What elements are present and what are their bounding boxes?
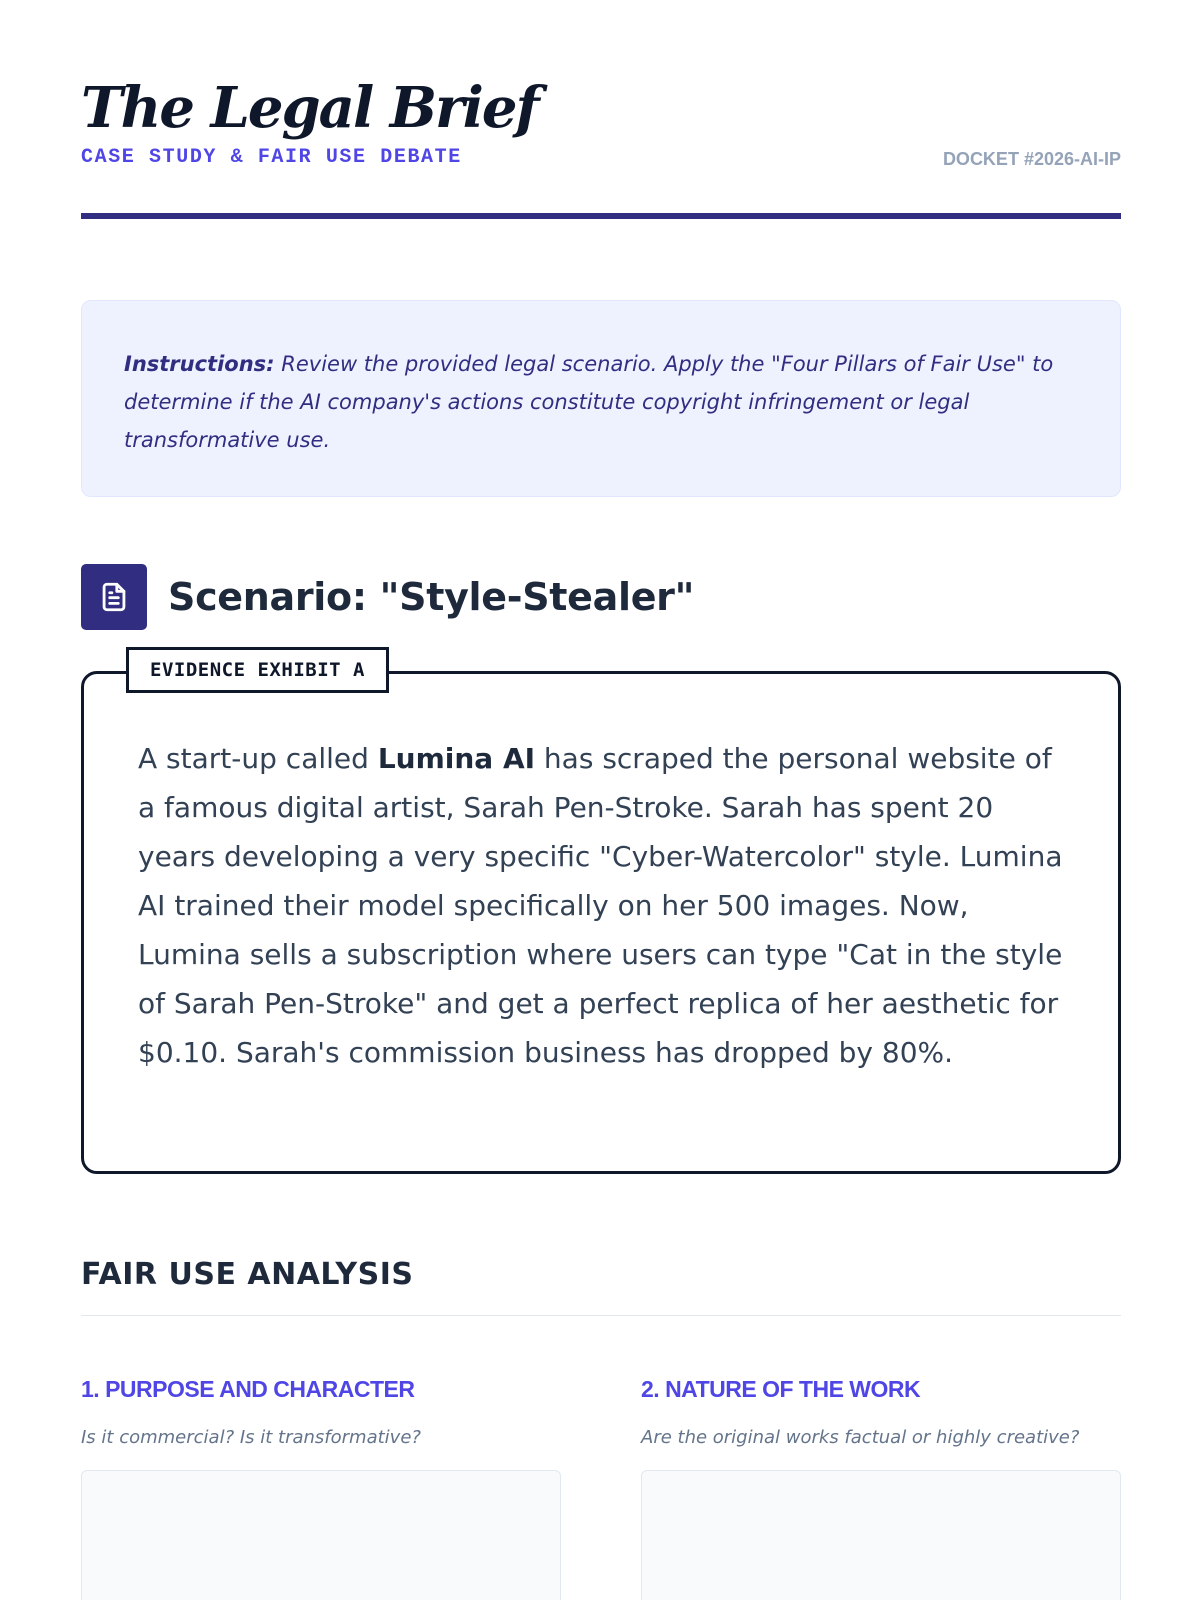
pillar-nature xyxy=(641,1378,1121,1600)
scenario-title: Scenario: "Style-Stealer" xyxy=(168,575,695,619)
evidence-tag: EVIDENCE EXHIBIT A xyxy=(126,647,389,693)
company-name: Lumina AI xyxy=(377,742,536,775)
masthead xyxy=(81,0,1121,222)
scenario-text xyxy=(138,734,1066,1077)
analysis-heading: FAIR USE ANALYSIS xyxy=(81,1257,414,1292)
brief-title: The Legal Brief xyxy=(81,75,538,141)
instructions-label: Instructions: xyxy=(124,352,275,376)
scenario-text-intro: A start-up called xyxy=(138,742,378,775)
instructions-box xyxy=(81,300,1121,497)
instructions-text: Review the provided legal scenario. Apply the "Four Pillars of Fair Use" to determine if the AI company's actions constitute copyright infringement or legal transformative use. xyxy=(124,352,1054,452)
docket-number: DOCKET #2026-AI-IP xyxy=(942,149,1121,169)
pillar-question: Is it commercial? Is it transformative? xyxy=(81,1427,421,1448)
pillar-purpose xyxy=(81,1378,561,1600)
pillar-title: 1. PURPOSE AND CHARACTER xyxy=(81,1376,415,1402)
answer-field-purpose[interactable] xyxy=(81,1470,561,1600)
evidence-exhibit xyxy=(81,658,1121,1174)
pillar-question: Are the original works factual or highly creative? xyxy=(641,1427,1080,1448)
answer-field-nature[interactable] xyxy=(641,1470,1121,1600)
header-divider xyxy=(81,213,1121,219)
scenario-heading xyxy=(81,564,694,630)
brief-subtitle: CASE STUDY & FAIR USE DEBATE xyxy=(81,146,462,169)
pillar-title: 2. NATURE OF THE WORK xyxy=(641,1376,921,1402)
document-icon xyxy=(81,564,147,630)
analysis-divider xyxy=(81,1315,1121,1316)
legal-brief-page xyxy=(81,0,1121,1448)
scenario-text-body: has scraped the personal website of a famous digital artist, Sarah Pen-Stroke. Sarah has spent 20 years developing a very specific "Cyber-Watercolor" style. Lumina AI trained their model specifically on her 500 images. Now, Lumina sells a subscription where users can type "Cat in the style of Sarah Pen-Stroke" and get a perfect replica of her aesthetic for $0.10. Sarah's commission business has dropped by 80%. xyxy=(138,742,1063,1069)
